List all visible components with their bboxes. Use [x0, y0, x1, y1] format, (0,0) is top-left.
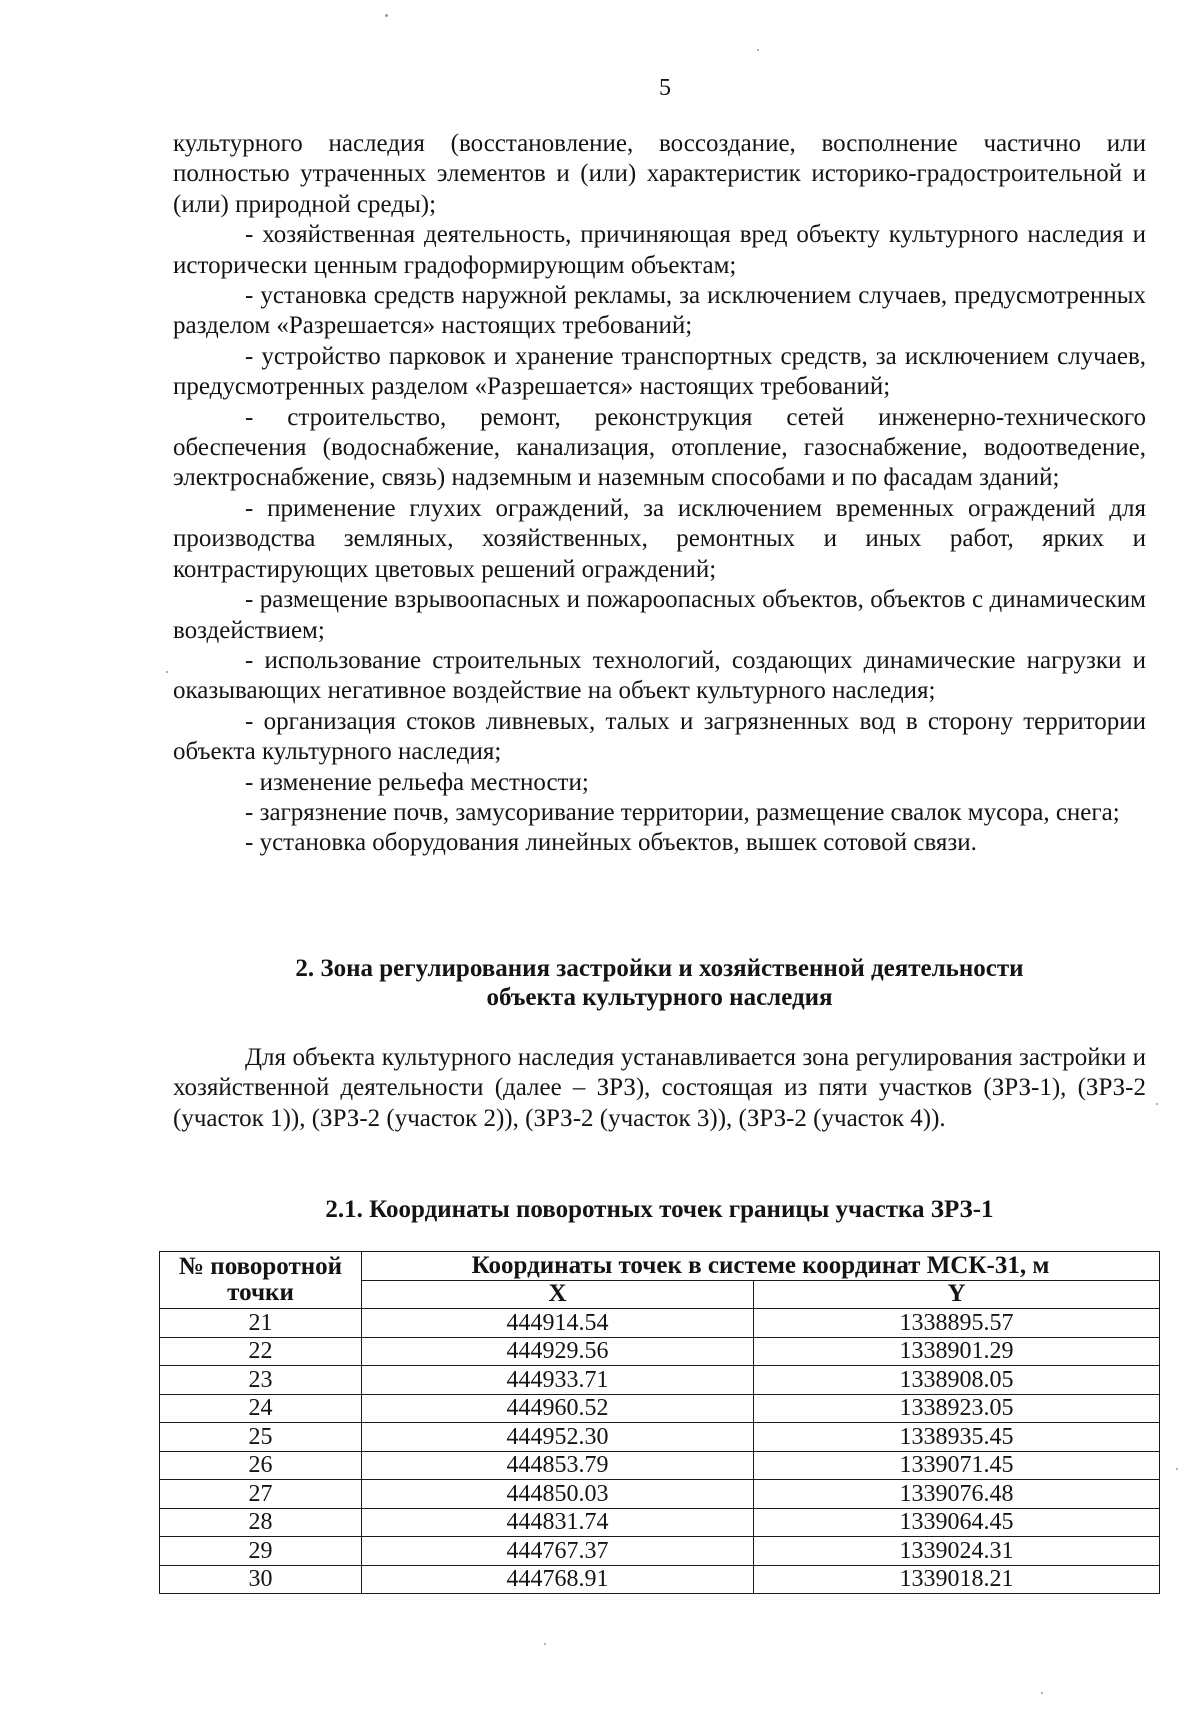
y-coordinate-cell: 1338923.05 — [754, 1394, 1160, 1423]
x-coordinate-cell: 444853.79 — [362, 1451, 754, 1480]
table-row — [160, 1508, 1160, 1537]
table-row — [160, 1337, 1160, 1366]
header-point-number — [160, 1252, 362, 1309]
point-number-cell: 28 — [160, 1508, 362, 1537]
coordinates-table — [159, 1251, 1160, 1594]
list-item: - хозяйственная деятельность, причиняющая вред объекту культурного наследия и исторически ценным градоформирующим объектам; — [173, 221, 1146, 279]
subsection-heading: 2.1. Координаты поворотных точек границы участка ЗРЗ-1 — [325, 1196, 994, 1223]
header-point-line1: № поворотной — [178, 1253, 343, 1280]
list-item: - изменение рельефа местности; — [245, 768, 589, 796]
header-coordinates: Координаты точек в системе координат МСК-31, м — [362, 1252, 1160, 1281]
table-row — [160, 1394, 1160, 1423]
section-paragraph: Для объекта культурного наследия устанавливается зона регулирования застройки и хозяйственной деятельности (далее – ЗРЗ), состоящая из пяти участков (ЗРЗ-1), (ЗРЗ-2 (участок 1)), (ЗРЗ-2 (участок 2)), (ЗРЗ-2 (участок 3)), (ЗРЗ-2 (участок 4)). — [173, 1044, 1146, 1132]
point-number-cell: 26 — [160, 1451, 362, 1480]
table-row — [160, 1366, 1160, 1395]
x-coordinate-cell: 444914.54 — [362, 1309, 754, 1338]
scan-speck — [1041, 1692, 1043, 1694]
table-row — [160, 1309, 1160, 1338]
list-item: - размещение взрывоопасных и пожароопасных объектов, объектов с динамическим воздействием; — [173, 586, 1146, 644]
list-item: - организация стоков ливневых, талых и загрязненных вод в сторону территории объекта культурного наследия; — [173, 707, 1146, 766]
x-coordinate-cell: 444850.03 — [362, 1480, 754, 1509]
list-continuation: культурного наследия (восстановление, воссоздание, восполнение частично или полностью утраченных элементов и (или) характеристик историко-градостроительной и (или) природной среды); — [173, 130, 1146, 218]
y-coordinate-cell: 1338908.05 — [754, 1366, 1160, 1395]
list-item: - использование строительных технологий, создающих динамические нагрузки и оказывающих негативное воздействие на объект культурного наследия; — [173, 646, 1146, 705]
table-row — [160, 1451, 1160, 1480]
y-coordinate-cell: 1338895.57 — [754, 1309, 1160, 1338]
table-row — [160, 1537, 1160, 1566]
section-body — [173, 1043, 1146, 1134]
point-number-cell: 21 — [160, 1309, 362, 1338]
scan-speck — [166, 671, 168, 673]
table-row — [160, 1565, 1160, 1594]
y-coordinate-cell: 1339024.31 — [754, 1537, 1160, 1566]
point-number-cell: 22 — [160, 1337, 362, 1366]
scan-speck — [385, 14, 388, 17]
point-number-cell: 23 — [160, 1366, 362, 1395]
section-heading-line1: 2. Зона регулирования застройки и хозяйственной деятельности — [295, 955, 1024, 982]
y-coordinate-cell: 1339076.48 — [754, 1480, 1160, 1509]
y-coordinate-cell: 1339064.45 — [754, 1508, 1160, 1537]
x-coordinate-cell: 444929.56 — [362, 1337, 754, 1366]
point-number-cell: 29 — [160, 1537, 362, 1566]
point-number-cell: 30 — [160, 1565, 362, 1594]
coordinates-table-wrap — [159, 1251, 1159, 1594]
prohibitions-list — [173, 129, 1146, 859]
scan-speck — [1156, 1103, 1158, 1105]
scan-speck — [544, 1643, 546, 1645]
list-item: - установка оборудования линейных объектов, вышек сотовой связи. — [245, 829, 977, 857]
point-number-cell: 27 — [160, 1480, 362, 1509]
x-coordinate-cell: 444933.71 — [362, 1366, 754, 1395]
header-y: Y — [754, 1280, 1160, 1309]
x-coordinate-cell: 444767.37 — [362, 1537, 754, 1566]
section-heading — [173, 954, 1146, 1012]
list-item: - устройство парковок и хранение транспортных средств, за исключением случаев, предусмотренных разделом «Разрешается» настоящих требований; — [173, 342, 1146, 401]
list-item: - загрязнение почв, замусоривание территории, размещение свалок мусора, снега; — [245, 798, 1120, 826]
header-point-line2: точки — [227, 1279, 294, 1306]
y-coordinate-cell: 1338901.29 — [754, 1337, 1160, 1366]
table-body — [160, 1309, 1160, 1594]
section-heading-line2: объекта культурного наследия — [486, 984, 833, 1011]
list-item: - установка средств наружной рекламы, за исключением случаев, предусмотренных разделом «Разрешается» настоящих требований; — [173, 282, 1146, 340]
y-coordinate-cell: 1339018.21 — [754, 1565, 1160, 1594]
x-coordinate-cell: 444768.91 — [362, 1565, 754, 1594]
table-row — [160, 1480, 1160, 1509]
x-coordinate-cell: 444960.52 — [362, 1394, 754, 1423]
point-number-cell: 24 — [160, 1394, 362, 1423]
y-coordinate-cell: 1339071.45 — [754, 1451, 1160, 1480]
header-x: X — [362, 1280, 754, 1309]
list-item: - применение глухих ограждений, за исключением временных ограждений для производства земляных, хозяйственных, ремонтных и иных работ, ярких и контрастирующих цветовых решений ограждений; — [173, 494, 1146, 583]
scan-speck — [1176, 1468, 1178, 1470]
table-row — [160, 1423, 1160, 1452]
y-coordinate-cell: 1338935.45 — [754, 1423, 1160, 1452]
point-number-cell: 25 — [160, 1423, 362, 1452]
x-coordinate-cell: 444952.30 — [362, 1423, 754, 1452]
scan-speck — [757, 49, 759, 51]
list-item: - строительство, ремонт, реконструкция сетей инженерно-технического обеспечения (водоснабжение, канализация, отопление, газоснабжение, водоотведение, электроснабжение, связь) надземным и наземным способами и по фасадам зданий; — [173, 403, 1146, 492]
x-coordinate-cell: 444831.74 — [362, 1508, 754, 1537]
page-number: 5 — [659, 75, 671, 101]
